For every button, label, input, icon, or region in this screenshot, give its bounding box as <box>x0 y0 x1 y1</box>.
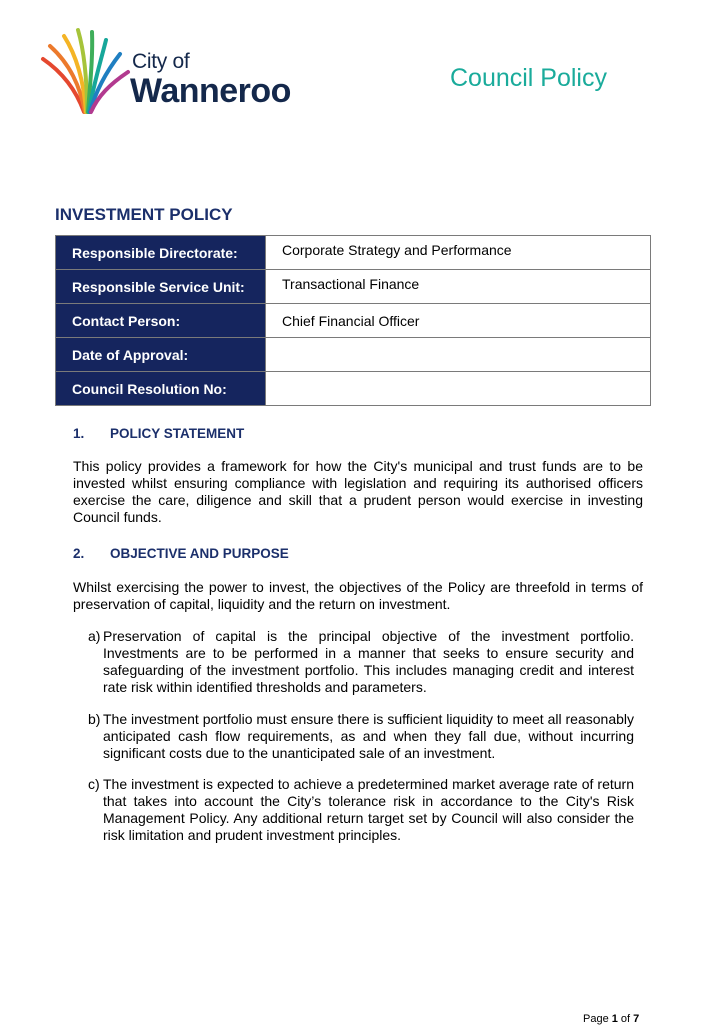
policy-statement-paragraph: This policy provides a framework for how the City's municipal and trust funds are to be invested whilst ensuring compliance with legislation and requiring its authorised officers exercise the care, diligence and skill that a prudent person would exercise in investing Council funds. <box>73 458 643 525</box>
list-item <box>88 628 634 696</box>
row-value-council-resolution <box>266 372 651 406</box>
row-label-contact-person: Contact Person: <box>56 304 266 338</box>
section-number: 2. <box>73 546 85 561</box>
page-number-footer <box>583 1013 639 1025</box>
row-value-contact-person: Chief Financial Officer <box>266 304 651 338</box>
page-prefix: Page <box>583 1013 612 1025</box>
list-item-label: b) <box>88 711 101 727</box>
row-label-service-unit: Responsible Service Unit: <box>56 270 266 304</box>
logo-text-city-of: City of <box>132 50 190 73</box>
list-item <box>88 776 634 844</box>
table-row <box>56 236 651 270</box>
list-item-label: c) <box>88 776 100 792</box>
row-label-date-of-approval: Date of Approval: <box>56 338 266 372</box>
row-value-directorate: Corporate Strategy and Performance <box>266 236 651 270</box>
table-row <box>56 304 651 338</box>
list-item-text: Preservation of capital is the principal objective of the investment portfolio. Investments are to be performed in a manner that seeks to ensure security and safeguarding of the investment portfolio. This includes managing credit and interest rate risk within identified thresholds and parameters. <box>103 628 634 695</box>
list-item-label: a) <box>88 628 101 644</box>
section-heading-policy-statement <box>73 426 244 441</box>
section-title: POLICY STATEMENT <box>110 426 245 441</box>
list-item-text: The investment is expected to achieve a predetermined market average rate of return that takes into account the City’s tolerance risk in accordance to the City's Risk Management Policy. Any additional return target set by Council will also consider the risk limitation and prudent investment principles. <box>103 776 634 843</box>
logo-text-wanneroo: Wanneroo <box>130 72 291 110</box>
list-item-text: The investment portfolio must ensure there is sufficient liquidity to meet all reasonably anticipated cash flow requirements, as and when they fall due, without incurring significant costs due to the unanticipated sale of an investment. <box>103 711 634 761</box>
page-total: 7 <box>633 1013 640 1025</box>
city-logo <box>40 26 290 116</box>
policy-details-table <box>55 235 651 406</box>
section-heading-objective-purpose <box>73 546 289 561</box>
row-value-service-unit: Transactional Finance <box>266 270 651 304</box>
list-item <box>88 711 634 762</box>
section-title: OBJECTIVE AND PURPOSE <box>110 546 289 561</box>
table-row <box>56 372 651 406</box>
table-row <box>56 338 651 372</box>
table-row <box>56 270 651 304</box>
row-label-directorate: Responsible Directorate: <box>56 236 266 270</box>
document-type-heading: Council Policy <box>449 64 607 92</box>
section-number: 1. <box>73 426 85 441</box>
row-value-date-of-approval <box>266 338 651 372</box>
objective-paragraph: Whilst exercising the power to invest, the objectives of the Policy are threefold in terms of preservation of capital, liquidity and the return on investment. <box>73 579 643 612</box>
page-number: 1 <box>611 1013 618 1025</box>
page-mid: of <box>617 1013 634 1025</box>
row-label-council-resolution: Council Resolution No: <box>56 372 266 406</box>
wanneroo-fan-logo-icon <box>40 26 132 116</box>
policy-title: INVESTMENT POLICY <box>55 205 233 224</box>
